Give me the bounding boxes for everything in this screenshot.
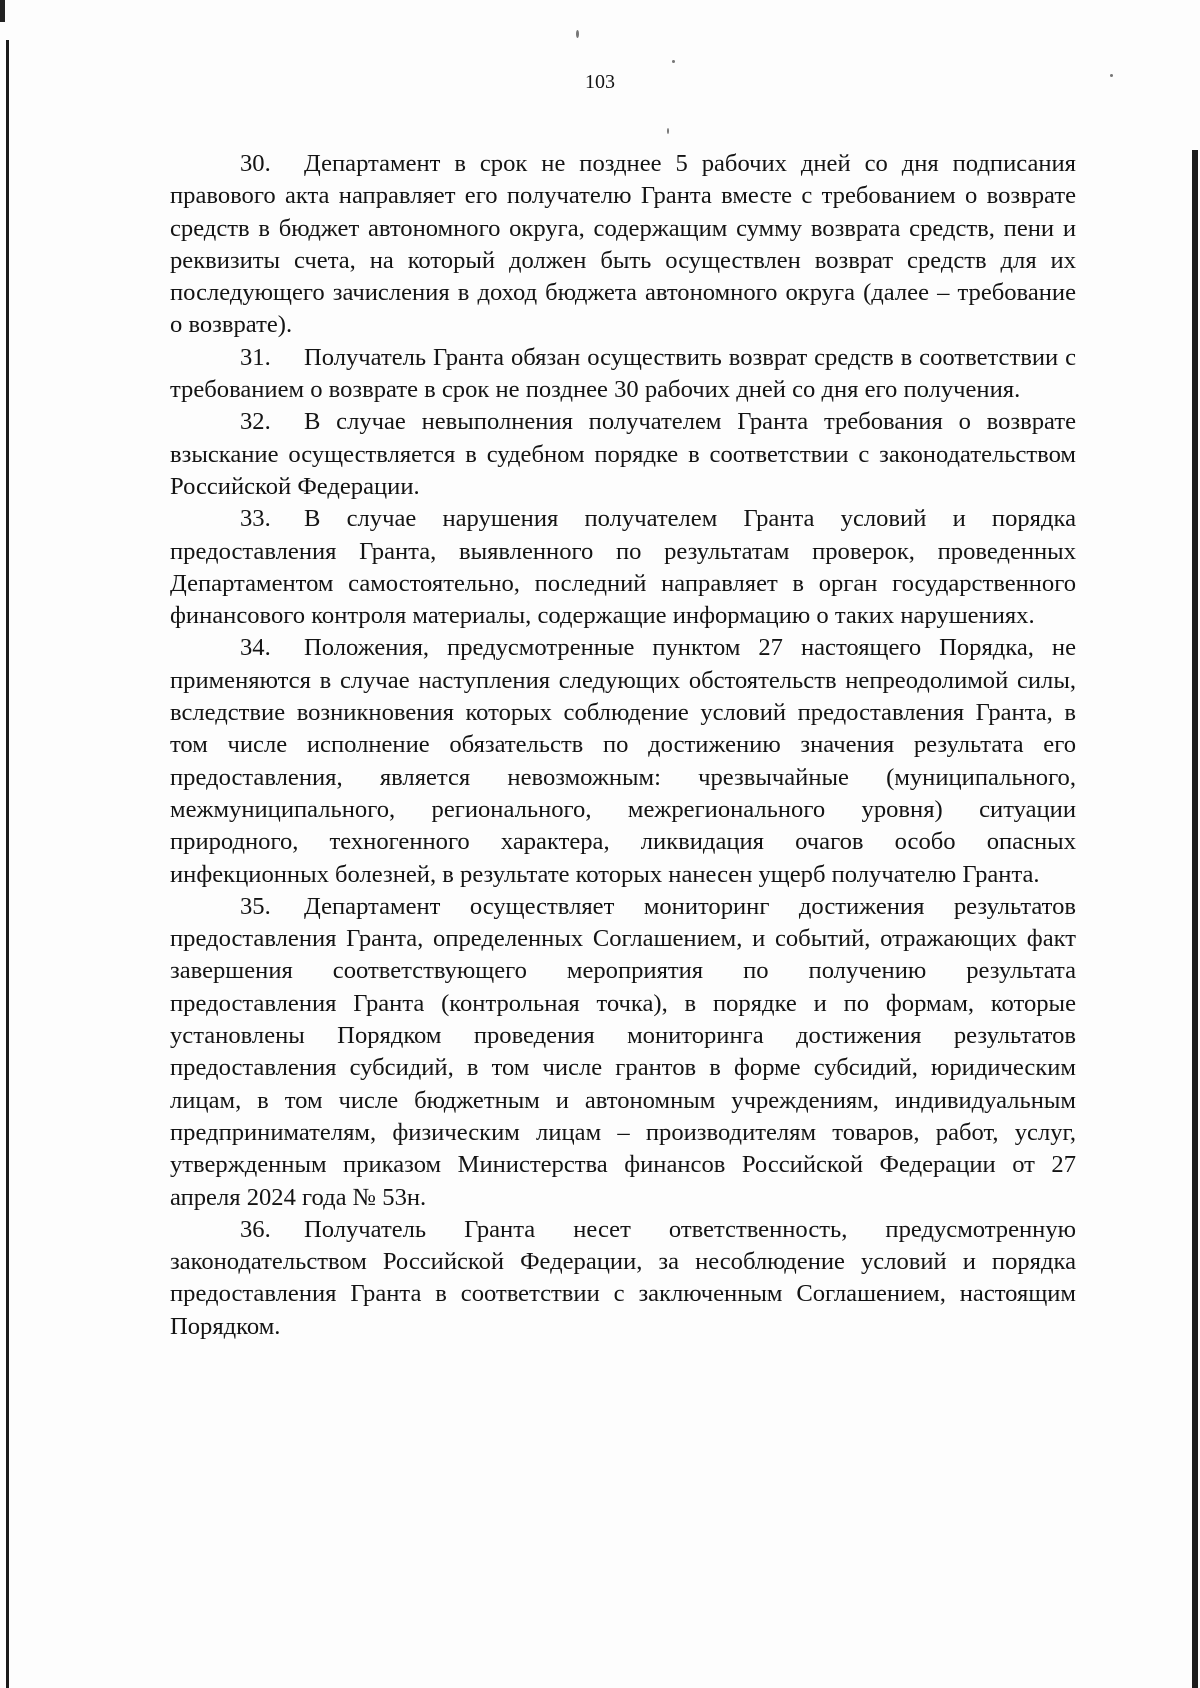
scan-edge-artifact — [1192, 150, 1198, 1688]
scan-edge-artifact — [6, 40, 9, 1688]
clause-text: В случае невыполнения получателем Гранта требования о возврате взыскание осуществляется в судебном порядке в соответствии с законодательством Российской Федерации. — [170, 408, 1076, 500]
clause-number: 34. — [240, 634, 271, 662]
clause-text: В случае нарушения получателем Гранта условий и порядка предоставления Гранта, выявленного по результатам проверок, проведенных Департаментом самостоятельно, последний направляет в орган государственного финансового контроля материалы, содержащие информацию о таких нарушениях. — [170, 505, 1076, 630]
clause-number: 35. — [240, 892, 271, 920]
document-body — [170, 148, 1076, 1343]
clause-text: Положения, предусмотренные пунктом 27 настоящего Порядка, не применяются в случае наступления следующих обстоятельств непреодолимой силы, вследствие возникновения которых соблюдение условий предоставления Гранта, в том числе исполнение обязательств по достижению значения результата его предоставления, является невозможным: чрезвычайные (муниципального, межмуниципального, регионального, межрегионального уровня) ситуации природного, техногенного характера, ликвидация очагов особо опасных инфекционных болезней, в результате которых нанесен ущерб получателю Гранта. — [170, 634, 1076, 888]
page-number: 103 — [585, 71, 615, 93]
clause-number: 32. — [240, 408, 271, 436]
clause-text: Получатель Гранта обязан осуществить возврат средств в соответствии с требованием о возврате в срок не позднее 30 рабочих дней со дня его получения. — [170, 343, 1076, 404]
clause-36 — [170, 1214, 1076, 1343]
clause-number: 30. — [240, 150, 271, 177]
clause-number: 31. — [240, 343, 271, 371]
scan-edge-artifact — [0, 0, 5, 22]
scan-speck — [667, 128, 669, 134]
clause-text: Получатель Гранта несет ответственность, предусмотренную законодательством Российской Федерации, за несоблюдение условий и порядка предоставления Гранта в соответствии с заключенным Соглашением, настоящим Порядком. — [170, 1215, 1076, 1340]
scan-speck — [672, 60, 675, 63]
clause-number: 33. — [240, 505, 271, 533]
clause-34 — [170, 632, 1076, 890]
clause-text: Департамент в срок не позднее 5 рабочих дней со дня подписания правового акта направляет его получателю Гранта вместе с требованием о возврате средств в бюджет автономного округа, содержащим сумму возврата средств, пени и реквизиты счета, на который должен быть осуществлен возврат средств для их последующего зачисления в доход бюджета автономного округа (далее – требование о возврате). — [170, 150, 1076, 339]
scan-speck — [576, 30, 579, 38]
clause-number: 36. — [240, 1215, 271, 1243]
clause-31 — [170, 342, 1076, 407]
clause-33 — [170, 503, 1076, 632]
clause-text: Департамент осуществляет мониторинг достижения результатов предоставления Гранта, определенных Соглашением, и событий, отражающих факт завершения соответствующего мероприятия по получению результата предоставления Гранта (контрольная точка), в порядке и по формам, которые установлены Порядком проведения мониторинга достижения результатов предоставления субсидий, в том числе грантов в форме субсидий, юридическим лицам, в том числе бюджетным и автономным учреждениям, индивидуальным предпринимателям, физическим лицам – производителям товаров, работ, услуг, утвержденным приказом Министерства финансов Российской Федерации от 27 апреля 2024 года № 53н. — [170, 892, 1076, 1211]
clause-30 — [170, 148, 1076, 342]
clause-32 — [170, 406, 1076, 503]
clause-35 — [170, 891, 1076, 1214]
